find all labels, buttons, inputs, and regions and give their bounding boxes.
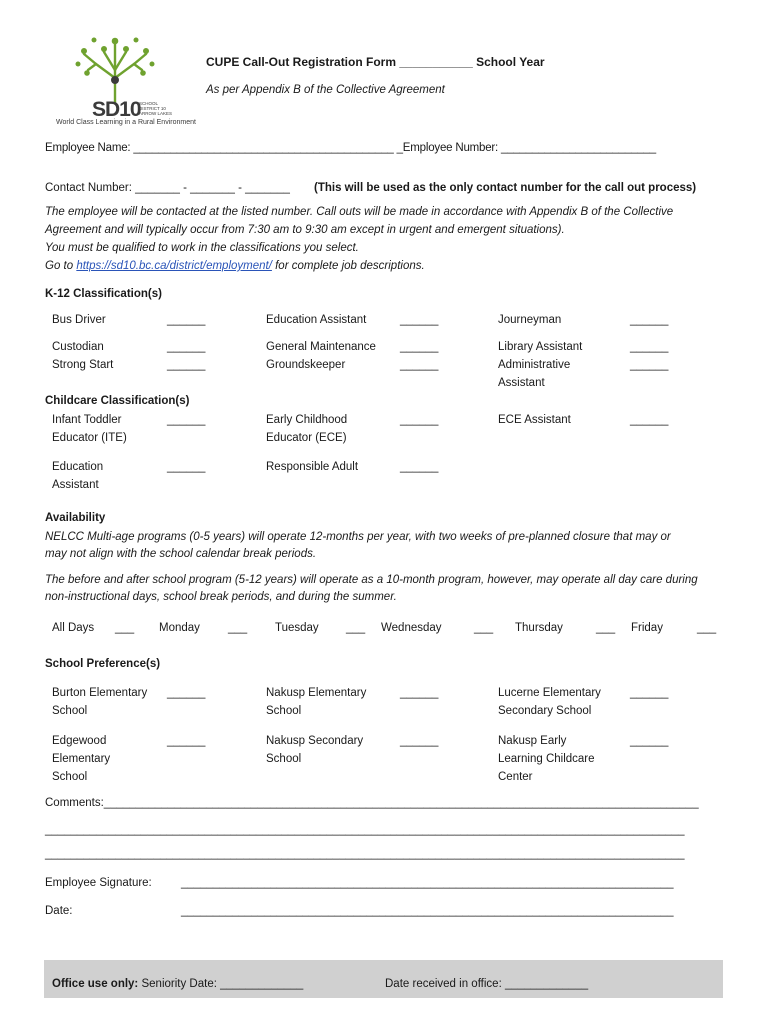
schools-heading: School Preference(s) xyxy=(45,658,161,670)
office-use-label: Office use only: xyxy=(52,978,139,990)
option-label: Journeyman xyxy=(498,314,562,326)
date-received-field[interactable]: Date received in office: _____________ xyxy=(385,978,589,990)
option-blank[interactable]: ______ xyxy=(630,359,669,371)
option-blank[interactable]: ______ xyxy=(167,461,206,473)
option-blank[interactable]: ______ xyxy=(167,687,206,699)
form-title: CUPE Call-Out Registration Form ___________ School Year xyxy=(206,55,545,69)
option-label: Nakusp Secondary School xyxy=(266,735,364,765)
option-label: Burton Elementary School xyxy=(52,687,148,717)
option-blank[interactable]: ______ xyxy=(630,735,669,747)
option-label: Bus Driver xyxy=(52,314,106,326)
comments-line-2[interactable]: ____________________________________________________________________________________________________ xyxy=(45,824,685,836)
option-blank[interactable]: ______ xyxy=(400,461,439,473)
option-label: Nakusp Early Learning Childcare Center xyxy=(498,735,595,783)
option-label: Education Assistant xyxy=(266,314,367,326)
availability-p1a: NELCC Multi-age programs (0-5 years) will operate 12-months per year, with two weeks of pre-planned closure that may or xyxy=(45,531,671,543)
option-blank[interactable]: ______ xyxy=(630,687,669,699)
option-blank[interactable]: ______ xyxy=(167,359,206,371)
option-blank[interactable]: ______ xyxy=(400,687,439,699)
option-blank[interactable]: ______ xyxy=(167,414,206,426)
day-blank[interactable]: ___ xyxy=(346,622,366,634)
day-label: All Days xyxy=(52,622,95,634)
option-blank[interactable]: ______ xyxy=(400,735,439,747)
option-label: Responsible Adult xyxy=(266,461,359,473)
option-blank[interactable]: ______ xyxy=(630,314,669,326)
logo-tagline: World Class Learning in a Rural Environment xyxy=(56,119,196,126)
option-label: Infant Toddler Educator (ITE) xyxy=(52,414,127,444)
day-label: Wednesday xyxy=(381,622,442,634)
seniority-date-field[interactable]: Seniority Date: _____________ xyxy=(141,978,304,990)
option-blank[interactable]: ______ xyxy=(167,735,206,747)
contact-note: (This will be used as the only contact number for the call out process) xyxy=(314,182,697,194)
option-label: Strong Start xyxy=(52,359,114,371)
option-label: Nakusp Elementary School xyxy=(266,687,367,717)
day-blank[interactable]: ___ xyxy=(228,622,248,634)
option-label: Groundskeeper xyxy=(266,359,346,371)
availability-p2a: The before and after school program (5-12 years) will operate as a 10-month program, however, may operate all day care during xyxy=(45,574,698,586)
option-label: Library Assistant xyxy=(498,341,583,353)
employee-name-field[interactable]: Employee Name: __________________________________________ _Employee Number: _________________________ xyxy=(45,142,656,154)
option-label: General Maintenance xyxy=(266,341,376,353)
tree-logo-icon xyxy=(74,34,156,104)
logo-small-text: SCHOOL DISTRICT 10 ARROW LAKES xyxy=(139,101,173,116)
option-label: Education Assistant xyxy=(52,461,104,491)
k12-heading: K-12 Classification(s) xyxy=(45,288,162,300)
availability-p1b: may not align with the school calendar break periods. xyxy=(45,548,317,560)
date-line[interactable]: _____________________________________________________________________________ xyxy=(181,905,674,917)
availability-heading: Availability xyxy=(45,512,106,524)
option-blank[interactable]: ______ xyxy=(400,341,439,353)
signature-line[interactable]: _____________________________________________________________________________ xyxy=(181,877,674,889)
office-use-row xyxy=(52,978,303,990)
comments-field[interactable]: Comments:_____________________________________________________________________________________________ xyxy=(45,797,699,809)
option-label: ECE Assistant xyxy=(498,414,571,426)
day-blank[interactable]: ___ xyxy=(474,622,494,634)
employment-link[interactable]: https://sd10.bc.ca/district/employment/ xyxy=(76,260,272,272)
day-blank[interactable]: ___ xyxy=(596,622,616,634)
day-blank[interactable]: ___ xyxy=(697,622,717,634)
option-blank[interactable]: ______ xyxy=(400,359,439,371)
contact-number-field[interactable]: Contact Number: _______ - _______ - _______ xyxy=(45,182,290,194)
signature-label: Employee Signature: xyxy=(45,877,152,889)
day-label: Monday xyxy=(159,622,200,634)
form-subtitle: As per Appendix B of the Collective Agreement xyxy=(206,84,445,96)
option-label: Lucerne Elementary Secondary School xyxy=(498,687,601,717)
childcare-heading: Childcare Classification(s) xyxy=(45,395,190,407)
option-blank[interactable]: ______ xyxy=(400,414,439,426)
option-label: Custodian xyxy=(52,341,104,353)
option-blank[interactable]: ______ xyxy=(630,414,669,426)
intro-line-1: The employee will be contacted at the listed number. Call outs will be made in accordance with Appendix B of the Collective xyxy=(45,206,674,218)
option-blank[interactable]: ______ xyxy=(167,314,206,326)
option-label: Early Childhood Educator (ECE) xyxy=(266,414,348,444)
option-label: Edgewood Elementary School xyxy=(52,735,111,783)
availability-p2b: non-instructional days, school break periods, and during the summer. xyxy=(45,591,397,603)
option-blank[interactable]: ______ xyxy=(400,314,439,326)
day-label: Tuesday xyxy=(275,622,319,634)
date-label: Date: xyxy=(45,905,73,917)
logo-name: SD10 xyxy=(92,98,141,121)
comments-line-3[interactable]: ____________________________________________________________________________________________________ xyxy=(45,848,685,860)
intro-line-3: You must be qualified to work in the classifications you select. xyxy=(45,242,359,254)
option-blank[interactable]: ______ xyxy=(167,341,206,353)
option-blank[interactable]: ______ xyxy=(630,341,669,353)
intro-line-4: Go to https://sd10.bc.ca/district/employment/ for complete job descriptions. xyxy=(45,260,425,272)
day-label: Friday xyxy=(631,622,663,634)
intro-line-2: Agreement and will typically occur from 7:30 am to 9:30 am except in urgent and emergent situations). xyxy=(45,224,565,236)
day-label: Thursday xyxy=(515,622,563,634)
day-blank[interactable]: ___ xyxy=(115,622,135,634)
option-label: Administrative Assistant xyxy=(498,359,571,389)
